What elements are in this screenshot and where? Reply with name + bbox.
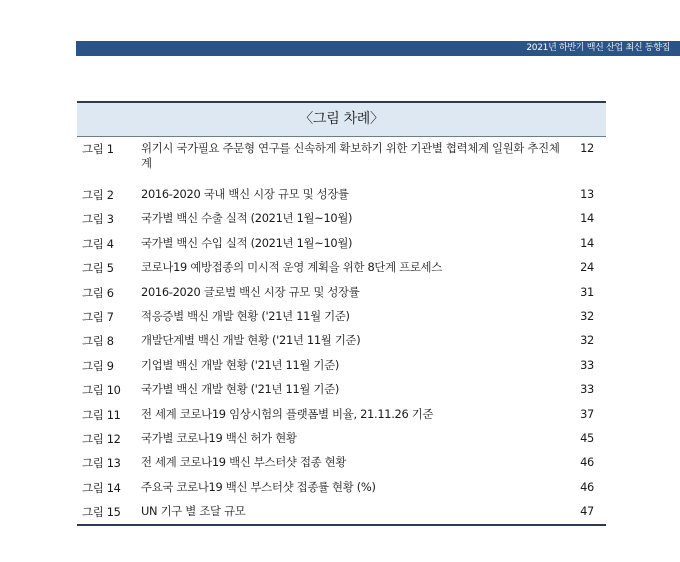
figure-title: 주요국 코로나19 백신 부스터샷 접종률 현황 (%) (141, 479, 376, 494)
figure-number: 그림 2 (82, 188, 114, 202)
figure-number: 그림 6 (82, 285, 114, 300)
figure-title: 개발단계별 백신 개발 현황 ('21년 11월 기준) (141, 333, 361, 348)
figure-entry[interactable] (77, 455, 606, 479)
figure-entry[interactable] (77, 260, 606, 284)
figure-title: 국가별 백신 개발 현황 ('21년 11월 기준) (141, 382, 339, 397)
figure-entry[interactable] (77, 333, 606, 357)
header-title: 2021년 하반기 백신 산업 최신 동향집 (526, 43, 670, 53)
figure-number: 그림 15 (82, 505, 121, 520)
figure-entry[interactable] (77, 187, 606, 211)
figure-number: 그림 7 (82, 309, 114, 324)
figure-page: 12 (580, 141, 594, 155)
figure-page: 45 (580, 430, 594, 445)
figure-title: 코로나19 예방접종의 미시적 운영 계획을 위한 8단계 프로세스 (141, 260, 442, 275)
figure-title: 국가별 백신 수출 실적 (2021년 1월~10월) (141, 211, 353, 226)
figure-entry[interactable] (77, 285, 606, 309)
figure-number: 그림 3 (82, 212, 114, 227)
figure-page: 31 (580, 284, 594, 299)
figure-page: 37 (580, 406, 594, 421)
figure-number: 그림 10 (82, 383, 121, 398)
figure-number: 그림 8 (82, 334, 114, 349)
figure-page: 46 (580, 479, 594, 494)
figure-page: 32 (580, 333, 594, 348)
figure-title: 전 세계 코로나19 백신 부스터샷 접종 현황 (141, 455, 347, 470)
figure-page: 14 (580, 235, 594, 250)
figure-number: 그림 13 (82, 456, 121, 471)
figure-entry[interactable] (77, 309, 606, 333)
figure-title: 적응증별 백신 개발 현황 ('21년 11월 기준) (141, 308, 350, 323)
figure-number: 그림 4 (82, 236, 114, 251)
figure-page: 32 (580, 308, 594, 323)
figure-title: 2016-2020 글로벌 백신 시장 규모 및 성장률 (141, 284, 360, 299)
figure-entry[interactable] (77, 211, 606, 235)
figure-entry[interactable] (77, 236, 606, 260)
figure-entry[interactable] (77, 431, 606, 455)
figure-entry[interactable] (77, 141, 606, 187)
figure-title: 국가별 백신 수입 실적 (2021년 1월~10월) (141, 235, 353, 250)
figure-number: 그림 14 (82, 480, 121, 495)
figure-title: 국가별 코로나19 백신 허가 현황 (141, 430, 297, 445)
figure-entry[interactable] (77, 358, 606, 382)
figure-entry[interactable] (77, 480, 606, 504)
figure-entry[interactable] (77, 382, 606, 406)
figure-page: 33 (580, 357, 594, 372)
figure-title: 전 세계 코로나19 임상시험의 플랫폼별 비율, 21.11.26 기준 (141, 406, 434, 421)
figure-page: 24 (580, 260, 594, 275)
figure-number: 그림 11 (82, 407, 121, 422)
figure-number: 그림 12 (82, 431, 121, 446)
figure-number: 그림 9 (82, 358, 114, 373)
figure-list-heading: 〈그림 차례〉 (77, 101, 606, 137)
figure-page: 33 (580, 382, 594, 397)
figure-page: 14 (580, 211, 594, 226)
figure-title: UN 기구 별 조달 규모 (141, 504, 246, 519)
figure-list-rows (77, 137, 606, 528)
figure-entry[interactable] (77, 504, 606, 528)
figure-number: 그림 5 (82, 261, 114, 276)
header-bar (76, 41, 680, 56)
figure-page: 47 (580, 504, 594, 519)
figure-title: 위기시 국가필요 주문형 연구를 신속하게 확보하기 위한 기관별 협력체계 일원화 추진체계 (141, 141, 560, 170)
figure-title: 기업별 백신 개발 현황 ('21년 11월 기준) (141, 357, 339, 372)
figure-page: 13 (580, 187, 594, 201)
figure-entry[interactable] (77, 407, 606, 431)
figure-page: 46 (580, 455, 594, 470)
figure-list (77, 101, 606, 526)
figure-title: 2016-2020 국내 백신 시장 규모 및 성장률 (141, 187, 349, 201)
figure-number: 그림 1 (82, 142, 114, 156)
